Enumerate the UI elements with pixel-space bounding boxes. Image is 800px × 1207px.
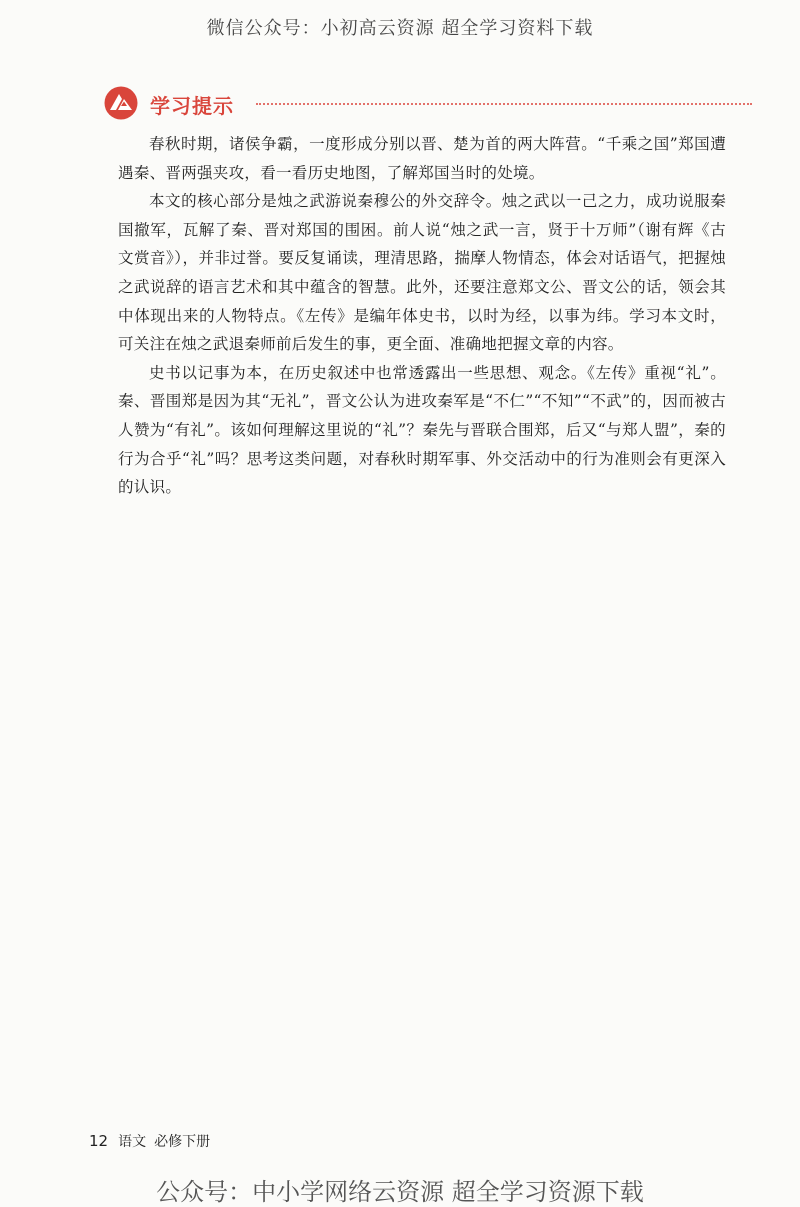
section-title: 学习提示 [150, 94, 234, 118]
book-title: 语文 [118, 1134, 147, 1150]
body-text [118, 130, 726, 502]
section-header [104, 86, 752, 120]
page-footer [89, 1131, 210, 1151]
paragraph-3: 史书以记事为本，在历史叙述中也常透露出一些思想、观念。《左传》重视“礼”。秦、晋围郑是因为其“无礼”，晋文公认为进攻秦军是“不仁”“不知”“不武”的，因而被古人赞为“有礼”。该如何理解这里说的“礼”？秦先与晋联合围郑，后又“与郑人盟”，秦的行为合乎“礼”吗？思考这类问题，对春秋时期军事、外交活动中的行为准则会有更深入的认识。 [118, 363, 726, 497]
book-volume: 必修下册 [154, 1134, 211, 1150]
section-divider [256, 103, 752, 105]
learning-tips-icon [104, 86, 138, 120]
page-number: 12 [89, 1132, 109, 1150]
paragraph-1: 春秋时期，诸侯争霸，一度形成分别以晋、楚为首的两大阵营。“千乘之国”郑国遭遇秦、晋两强夹攻，看一看历史地图，了解郑国当时的处境。 [118, 135, 726, 182]
bottom-watermark: 公众号：中小学网络云资源 超全学习资源下载 [156, 1178, 644, 1206]
paragraph-2: 本文的核心部分是烛之武游说秦穆公的外交辞令。烛之武以一己之力，成功说服秦国撤军，瓦解了秦、晋对郑国的围困。前人说“烛之武一言，贤于十万师”（谢有辉《古文赏音》），并非过誉。要反复诵读，理清思路，揣摩人物情态，体会对话语气，把握烛之武说辞的语言艺术和其中蕴含的智慧。此外，还要注意郑文公、晋文公的话，领会其中体现出来的人物特点。《左传》是编年体史书，以时为经，以事为纬。学习本文时，可关注在烛之武退秦师前后发生的事，更全面、准确地把握文章的内容。 [118, 192, 726, 354]
top-watermark: 微信公众号：小初高云资源 超全学习资料下载 [206, 18, 594, 39]
